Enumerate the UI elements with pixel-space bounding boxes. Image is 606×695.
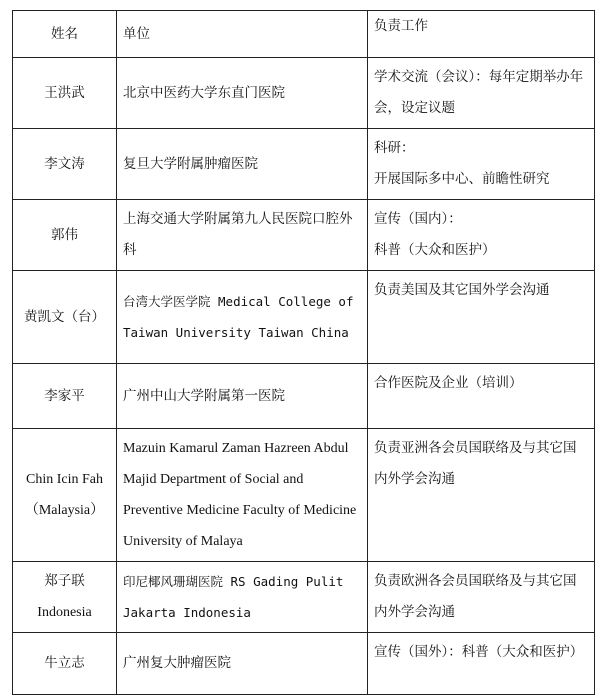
member-duty: 学术交流（会议）：每年定期举办年会，设定议题 (368, 58, 595, 129)
member-unit: 复旦大学附属肿瘤医院 (117, 129, 368, 200)
member-unit: 上海交通大学附属第九人民医院口腔外科 (117, 200, 368, 271)
table-row (13, 129, 595, 200)
name-line: Indonesia (37, 605, 92, 620)
member-duty: 宣传（国外）：科普（大众和医护） (368, 633, 595, 695)
member-name (13, 429, 117, 562)
name-line: Chin Icin Fah (26, 472, 103, 487)
table-header-row (13, 11, 595, 58)
name-line: 郑子联 (44, 573, 85, 589)
member-duty: 负责亚洲各会员国联络及与其它国内外学会沟通 (368, 429, 595, 562)
member-duty (368, 129, 595, 200)
table-row (13, 58, 595, 129)
member-unit: 北京中医药大学东直门医院 (117, 58, 368, 129)
header-name: 姓名 (13, 11, 117, 58)
member-duty: 负责美国及其它国外学会沟通 (368, 271, 595, 364)
member-name: 牛立志 (13, 633, 117, 695)
duty-line: 宣传（国内）： (374, 211, 462, 227)
header-duty: 负责工作 (368, 11, 595, 58)
team-table (12, 10, 595, 695)
member-duty (368, 200, 595, 271)
table-row (13, 562, 595, 633)
member-unit: 广州中山大学附属第一医院 (117, 364, 368, 429)
member-name: 郭伟 (13, 200, 117, 271)
member-unit: 广州复大肿瘤医院 (117, 633, 368, 695)
member-name: 李文涛 (13, 129, 117, 200)
member-name: 黄凯文（台） (13, 271, 117, 364)
member-name (13, 562, 117, 633)
table-row (13, 429, 595, 562)
member-duty: 合作医院及企业（培训） (368, 364, 595, 429)
member-unit: 台湾大学医学院 Medical College of Taiwan University Taiwan China (117, 271, 368, 364)
table-row (13, 364, 595, 429)
duty-line: 开展国际多中心、前瞻性研究 (374, 171, 550, 187)
member-name: 王洪武 (13, 58, 117, 129)
member-unit: Mazuin Kamarul Zaman Hazreen Abdul Majid Department of Social and Preventive Medicine Faculty of Medicine University of Malaya (117, 429, 368, 562)
duty-line: 科普（大众和医护） (374, 242, 496, 258)
table-row (13, 271, 595, 364)
member-duty: 负责欧洲各会员国联络及与其它国内外学会沟通 (368, 562, 595, 633)
table-row (13, 633, 595, 695)
duty-line: 科研： (374, 140, 415, 156)
header-unit: 单位 (117, 11, 368, 58)
member-name: 李家平 (13, 364, 117, 429)
name-line: （Malaysia） (24, 503, 105, 518)
member-unit: 印尼椰风珊瑚医院 RS Gading Pulit Jakarta Indonesia (117, 562, 368, 633)
table-row (13, 200, 595, 271)
